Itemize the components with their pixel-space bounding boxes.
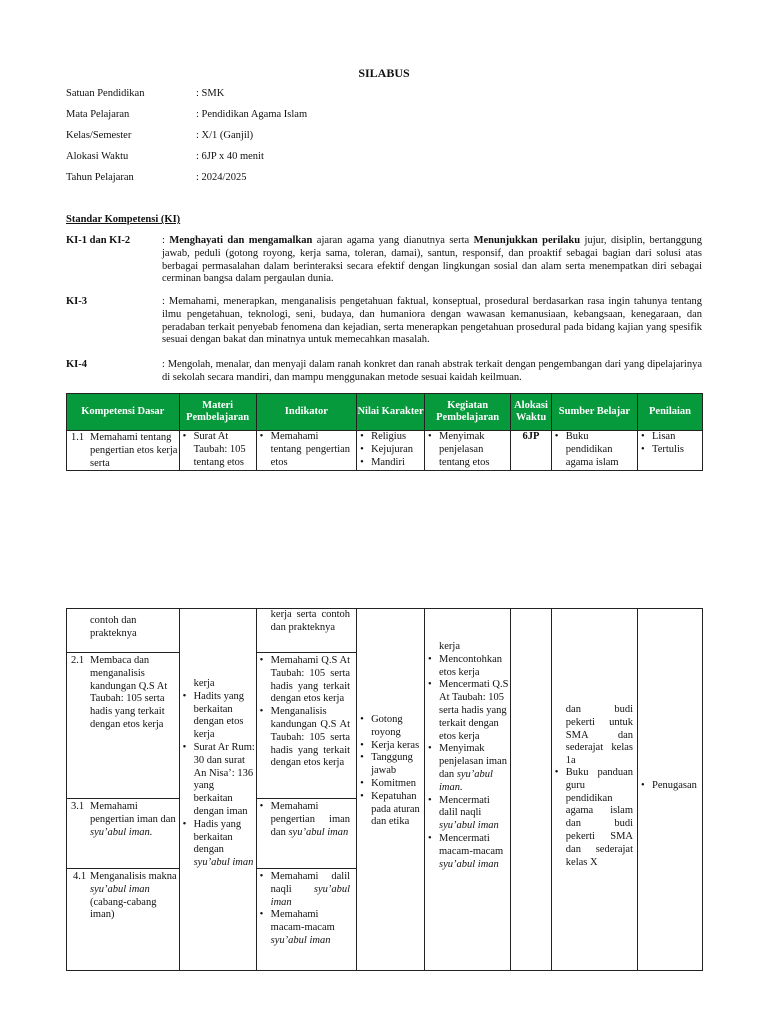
kegiatan-list: kerja • Mencontohkan etos kerja • Mencermati Q.S At Taubah: 105 serta hadis yang terkait dengan etos kerja • Menyimak penjelasan iman dan syu’abul iman. • Mencermati dalil naqli syu’abul iman • Mencermati macam-macam syu’abul iman — [425, 641, 510, 871]
info-value: : 2024/2025 — [196, 172, 247, 183]
header-penilaian: Penilaian — [638, 394, 703, 431]
info-value: : SMK — [196, 88, 225, 99]
list-item: • Menyimak penjelasan tentang etos — [425, 431, 510, 469]
standar-kompetensi-heading: Standar Kompetensi (KI) — [66, 214, 181, 225]
sumber-continued: dan budi pekerti untuk SMA dan sederajat kelas 1a — [565, 704, 634, 767]
kd-3-1: 3.1 Memahami pengertian iman dan syu’abul iman. — [71, 801, 176, 838]
list-item: • Komitmen — [357, 778, 424, 791]
penilaian-cell — [638, 431, 703, 471]
header-alokasi: Alokasi Waktu — [511, 394, 552, 431]
list-item: • Mencermati dalil naqli syu’abul iman — [425, 795, 510, 833]
materi-cell — [179, 431, 256, 471]
info-value: : 6JP x 40 menit — [196, 151, 264, 162]
indikator-continued: kerja serta contoh dan prakteknya — [270, 609, 351, 633]
list-item: • Memahami tentang pengertian etos — [257, 431, 356, 469]
divider — [257, 652, 356, 653]
list-item: • Kejujuran — [357, 444, 424, 457]
sumber-list — [552, 767, 637, 869]
indikator-list — [257, 871, 356, 948]
list-item: • Memahami macam-macam syu’abul iman — [257, 909, 350, 947]
indikator-list — [257, 801, 356, 839]
list-item: • Menganalisis kandungan Q.S At Taubah: 105 serta hadis yang terkait dengan etos kerja — [257, 706, 350, 770]
silabus-table-continued — [66, 608, 703, 971]
list-item: • Mencontohkan etos kerja — [425, 654, 510, 680]
info-value: : Pendidikan Agama Islam — [196, 109, 308, 120]
list-item: • Memahami pengertian iman dan syu’abul iman — [257, 801, 350, 839]
list-item: • Mencermati Q.S At Taubah: 105 serta hadis yang terkait dengan etos kerja — [425, 679, 510, 743]
ki4-label: KI-4 — [66, 359, 87, 370]
table-row — [67, 609, 703, 971]
kd-cell — [67, 609, 180, 971]
indikator-cell — [256, 431, 356, 471]
sumber-cell — [551, 431, 637, 471]
alokasi-cell — [511, 609, 552, 971]
silabus-table — [66, 393, 703, 471]
header-nilai-karakter: Nilai Karakter — [357, 394, 425, 431]
info-label: Tahun Pelajaran — [66, 172, 134, 183]
table-row — [67, 431, 703, 471]
divider — [67, 652, 179, 653]
penilaian-cell — [638, 609, 703, 971]
ki12-label: KI-1 dan KI-2 — [66, 235, 131, 246]
alokasi-value: 6JP — [522, 431, 540, 442]
materi-cell — [179, 609, 256, 971]
list-item: • Hadis yang berkaitan dengan syu’abul iman — [180, 819, 256, 870]
document-title: SILABUS — [358, 66, 410, 80]
list-item: • Hadits yang berkaitan dengan etos kerja — [180, 691, 256, 742]
ki3-text: : Memahami, menerapkan, menganalisis pengetahuan faktual, konseptual, prosedural berdasarkan rasa ingin tahunya tentang ilmu pengetahuan, teknologi, seni, budaya, dan humaniora dengan wawasan kemanusiaan, kebangsaan, kenegaraan, dan peradaban terkait penyebab fenomena dan kejadian, serta menerapkan pengetahuan prosedural pada bidang kajian yang spesifik sesuai dengan bakat dan minatnya untuk memecahkan masalah. — [162, 296, 702, 346]
info-label: Mata Pelajaran — [66, 109, 130, 120]
nilai-list — [357, 714, 424, 829]
info-label: Kelas/Semester — [66, 130, 132, 141]
divider — [257, 798, 356, 799]
list-item: • Tertulis — [638, 444, 702, 457]
kd-2-1: 2.1 Membaca dan menganalisis kandungan Q.S At Taubah: 105 serta hadis yang terkait dengan etos kerja — [71, 655, 168, 730]
info-label: Satuan Pendidikan — [66, 88, 145, 99]
nilai-cell — [357, 431, 425, 471]
indikator-list — [257, 655, 356, 770]
list-item: • Mandiri — [357, 457, 424, 470]
header-indikator: Indikator — [256, 394, 356, 431]
list-item: • Religius — [357, 431, 424, 444]
info-value: : X/1 (Ganjil) — [196, 130, 254, 141]
list-item: • Tanggung jawab — [357, 752, 424, 778]
penilaian-list — [638, 780, 702, 793]
kegiatan-cell — [425, 431, 511, 471]
kd-text: Memahami tentang pengertian etos kerja serta — [90, 432, 178, 469]
list-item: • Surat Ar Rum: 30 dan surat An Nisa’: 136 yang berkaitan dengan iman — [180, 742, 256, 819]
info-label: Alokasi Waktu — [66, 151, 129, 162]
divider — [257, 868, 356, 869]
list-item: • Surat At Taubah: 105 tentang etos — [180, 431, 256, 469]
list-item: • Memahami Q.S At Taubah: 105 serta hadis yang terkait dengan etos kerja — [257, 655, 350, 706]
list-item: • Lisan — [638, 431, 702, 444]
list-item: • Gotong royong — [357, 714, 424, 740]
list-item: • Memahami dalil naqli syu’abul iman — [257, 871, 350, 909]
header-materi: Materi Pembelajaran — [179, 394, 256, 431]
alokasi-cell — [511, 431, 552, 471]
list-item: • Penugasan — [638, 780, 702, 793]
divider — [67, 798, 179, 799]
list-item: • Menyimak penjelasan iman dan syu’abul iman. — [425, 743, 510, 794]
divider — [67, 868, 179, 869]
kegiatan-cell — [425, 609, 511, 971]
kd-cell — [67, 431, 180, 471]
ki4-text: : Mengolah, menalar, dan menyaji dalam ranah konkret dan ranah abstrak terkait dengan pengembangan dari yang dipelajarinya di sekolah secara mandiri, dan mampu menggunakan metode sesuai kaidah keilmuan. — [162, 359, 702, 383]
header-kegiatan: Kegiatan Pembelajaran — [425, 394, 511, 431]
materi-list: kerja • Hadits yang berkaitan dengan etos kerja • Surat Ar Rum: 30 dan surat An Nisa’: 136 yang berkaitan dengan iman • Hadis yang berkaitan dengan syu’abul iman — [180, 678, 256, 870]
sumber-cell — [551, 609, 637, 971]
table-header-row — [67, 394, 703, 431]
list-item: • Buku pendidikan agama islam — [552, 431, 637, 469]
list-item: • Kepatuhan pada aturan dan etika — [357, 791, 424, 829]
list-item: • Kerja keras — [357, 740, 424, 753]
ki3-label: KI-3 — [66, 296, 87, 307]
nilai-cell — [357, 609, 425, 971]
list-item: • Mencermati macam-macam syu’abul iman — [425, 833, 510, 871]
header-sumber: Sumber Belajar — [551, 394, 637, 431]
kd-continued: contoh dan prakteknya — [90, 615, 137, 639]
ki12-text: : Menghayati dan mengamalkan ajaran agama yang dianutnya serta Menunjukkan perilaku jujur, disiplin, bertanggung jawab, peduli (gotong royong, kerja sama, toleran, damai), santun, responsif, dan proaktif sebagai bagian dari solusi atas berbagai permasalahan dalam berinteraksi secara efektif dengan lingkungan sosial dan alam serta menempatkan diri sebagai cerminan bangsa dalam pergaulan dunia. — [162, 235, 703, 285]
kd-number: 1.1 — [71, 432, 85, 443]
kd-4-1: 4.1 Menganalisis makna syu’abul iman (cabang-cabang iman) — [73, 871, 177, 921]
list-item: • Buku panduan guru pendidikan agama islam dan budi pekerti SMA dan sederajat kelas X — [552, 767, 633, 869]
header-kompetensi-dasar: Kompetensi Dasar — [67, 394, 180, 431]
indikator-cell — [256, 609, 356, 971]
